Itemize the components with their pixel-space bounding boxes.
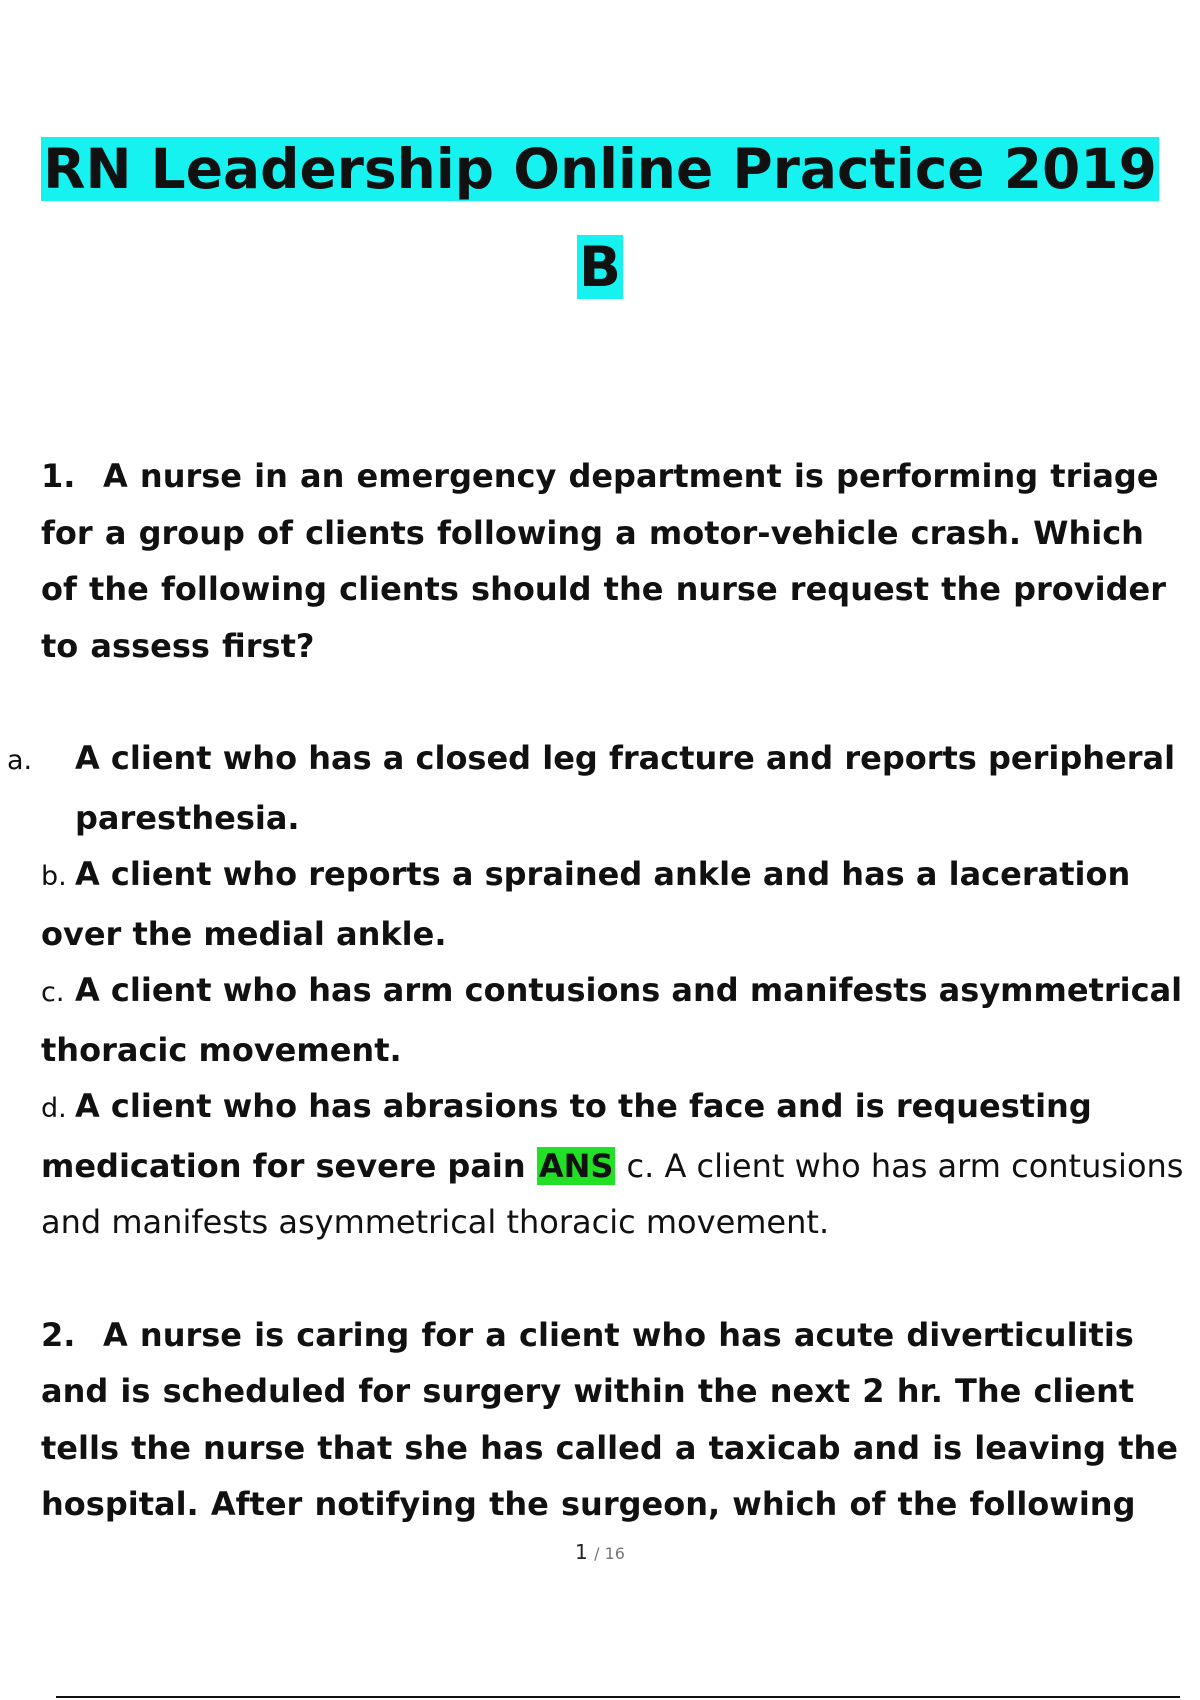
option-text: A client who reports a sprained ankle and has a laceration over the medial ankle. <box>41 855 1131 953</box>
question-text: A nurse in an emergency department is performing triage for a group of clients following a motor-vehicle crash. Which of the following clients should the nurse request the provider to assess first? <box>41 457 1166 665</box>
answer-text: c. A client who has arm contusions and manifests asymmetrical thoracic movement. <box>41 1146 1184 1241</box>
option-letter: a. <box>7 745 33 776</box>
answer-options <box>7 730 1191 1251</box>
document-body <box>7 448 1191 1533</box>
page-divider <box>56 1696 1180 1698</box>
question-stem <box>41 448 1191 674</box>
option-letter: c. <box>41 977 65 1008</box>
question-number: 2. <box>41 1315 76 1354</box>
question-stem <box>41 1307 1191 1533</box>
option-letter: d. <box>41 1093 67 1124</box>
option-b <box>41 846 1191 962</box>
page-number <box>0 1540 1200 1564</box>
page-title <box>0 120 1200 316</box>
answer-label: ANS <box>538 1146 614 1185</box>
question-number: 1. <box>41 457 76 495</box>
title-text-2: B <box>579 235 621 299</box>
option-text: A client who has arm contusions and manifests asymmetrical thoracic movement. <box>41 971 1183 1069</box>
option-c <box>41 962 1191 1078</box>
question-2 <box>41 1307 1191 1533</box>
title-line-2 <box>0 218 1200 316</box>
page-current: 1 <box>575 1540 588 1564</box>
title-text-1: RN Leadership Online Practice 2019 <box>43 137 1157 201</box>
option-text: A client who has a closed leg fracture and reports peripheral paresthesia. <box>75 739 1176 837</box>
question-1 <box>7 448 1191 1251</box>
option-text: A client who has abrasions to the face and is requesting medication for severe pain <box>41 1087 1092 1185</box>
page-total: / 16 <box>594 1544 625 1563</box>
title-line-1 <box>0 120 1200 218</box>
option-letter: b. <box>41 861 67 892</box>
option-a <box>7 730 1191 846</box>
question-text: A nurse is caring for a client who has acute diverticulitis and is scheduled for surgery within the next 2 hr. The client tells the nurse that she has called a taxicab and is leaving the hospital. After notifying the surgeon, which of the following <box>41 1315 1178 1523</box>
option-d <box>41 1078 1191 1251</box>
